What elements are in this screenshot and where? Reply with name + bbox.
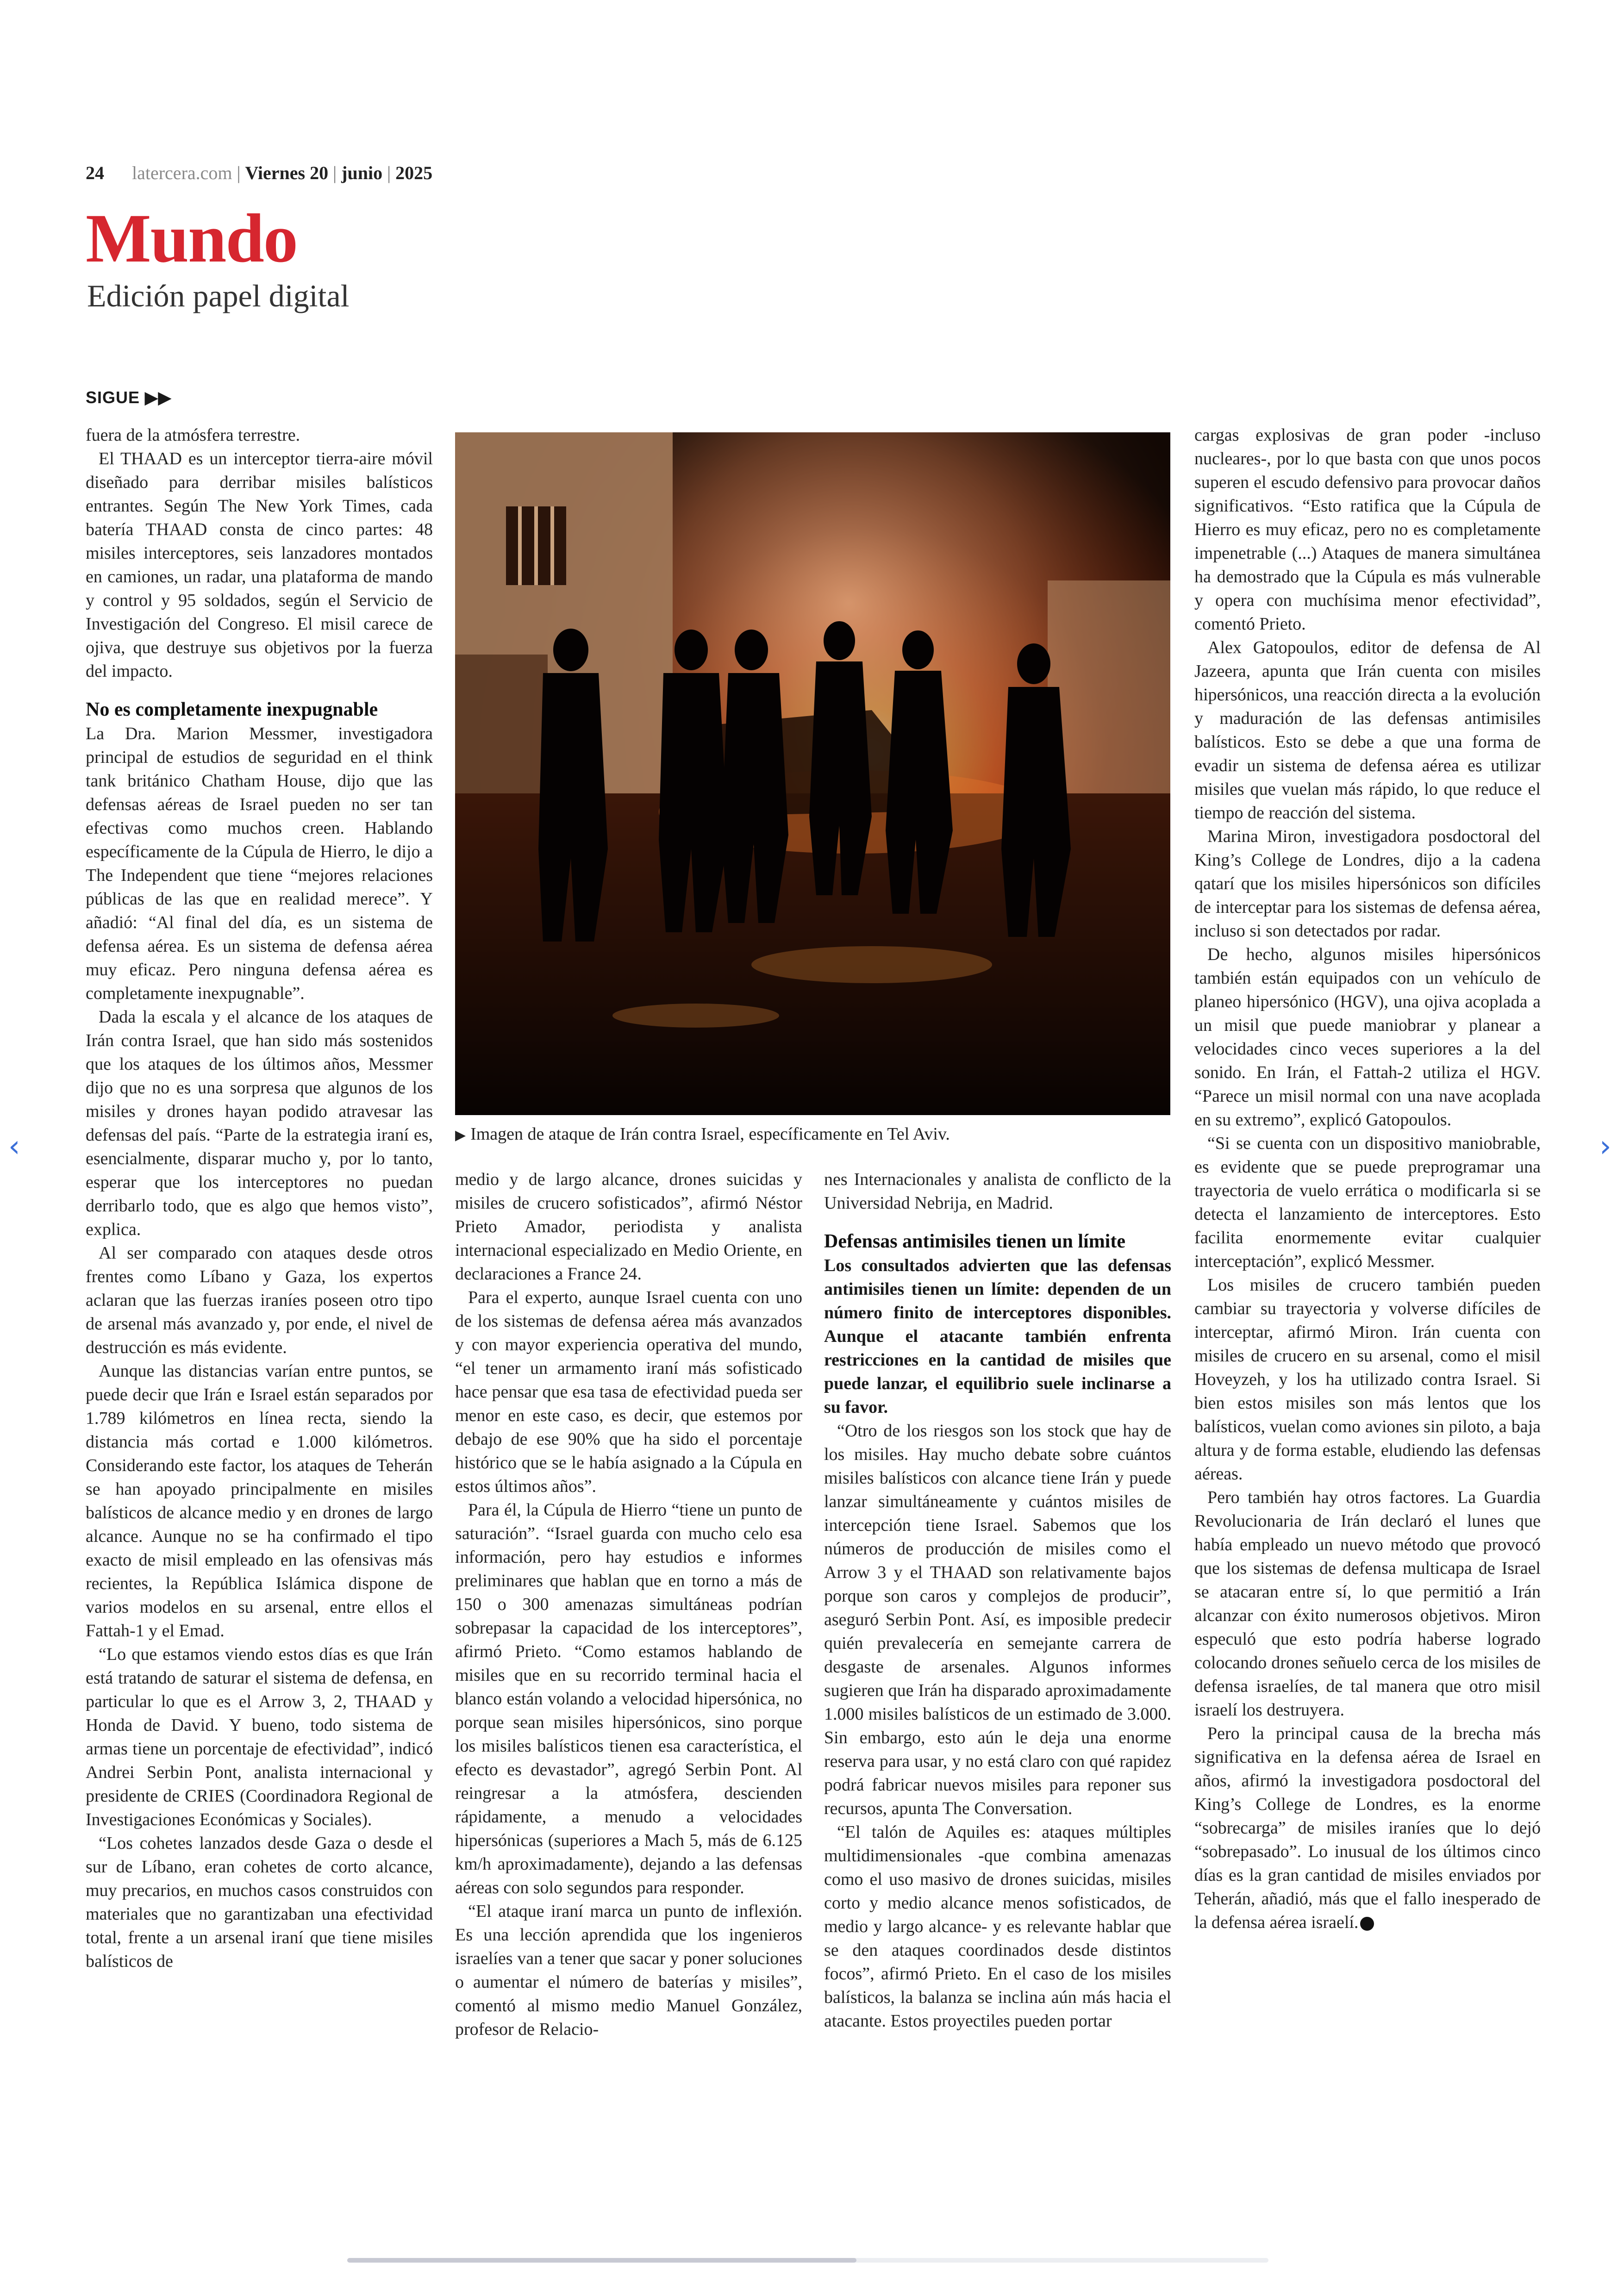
- caption-arrow-icon: ▶: [455, 1128, 466, 1143]
- paragraph: Para el experto, aunque Israel cuenta con uno de los sistemas de defensa aérea más avanzados y con mayor experiencia operativa del mundo, “el tener un armamento iraní más sofisticado hace pensar que esa tasa de efectividad pueda ser menor en este caso, es decir, que estemos por debajo de ese 90% que ha sido el porcentaje histórico que se le había asignado a la Cúpula en estos últimos años”.: [455, 1288, 802, 1496]
- paragraph: “Lo que estamos viendo estos días es que Irán está tratando de saturar el sistema de defensa, en particular lo que es el Arrow 3, 2, THAAD y Honda de David. Y bueno, todo sistema de armas tiene un porcentaje de efectividad”, indicó Andrei Serbin Pont, analista internacional y presidente de CRIES (Coordinadora Regional de Investigaciones Económicas y Sociales).: [86, 1645, 433, 1829]
- header-month: junio: [341, 162, 383, 183]
- continued-label: SIGUE ▶▶: [86, 388, 172, 407]
- paragraph: “Si se cuenta con un dispositivo maniobrable, es evidente que se puede preprogramar una trayectoria de vuelo errática o modificarla si se detecta el lanzamiento de interceptores. Esto facilita enormemente evitar cualquier interceptación”, explicó Messmer.: [1194, 1134, 1541, 1271]
- paragraph: Los misiles de crucero también pueden cambiar su trayectoria y volverse difíciles de interceptar, afirmó Miron. Irán cuenta con misiles de crucero en su arsenal, como el misil Hoveyzeh, y los ha utilizado contra Israel. Si bien estos misiles son más lentos que los balísticos, vuelan como aviones sin piloto, a baja altura y de forma estable, eludiendo las defensas aéreas.: [1194, 1275, 1541, 1484]
- next-page-icon[interactable]: ›: [1599, 1129, 1612, 1164]
- header-date: Viernes 20: [245, 162, 329, 183]
- paragraph: Pero también hay otros factores. La Guardia Revolucionaria de Irán declaró el lunes que había empleado un nuevo método que provocó que los sistemas de defensa multicapa de Israel se atacaran entre sí, lo que permitió a Irán alcanzar con éxito numerosos objetivos. Miron especuló que esto podría haberse logrado colocando drones señuelo cerca de los misiles de defensa israelíes, de tal manera que otro misil israelí los destruyera.: [1194, 1488, 1541, 1720]
- paragraph: El THAAD es un interceptor tierra-aire móvil diseñado para derribar misiles balísticos entrantes. Según The New York Times, cada batería THAAD consta de cinco partes: 48 misiles interceptores, seis lanzadores montados en camiones, un radar, una plataforma de mando y control y 95 soldados, según el Servicio de Investigación del Congreso. El misil carece de ojiva, que destruye sus objetivos por la fuerza del impacto.: [86, 449, 433, 681]
- paragraph-text: Pero la principal causa de la brecha más significativa en la defensa aérea de Israel en años, afirmó la investigadora posdoctoral del King’s College de Londres, es la enorme “sobrecarga” de misiles iraníes que lo dejó “sobrepasado”. Lo inusual de los últimos cinco días es la gran cantidad de misiles enviados por Teherán, añadió, más que el fallo inesperado de la defensa aérea israelí.: [1194, 1724, 1541, 1932]
- page-header: 24 latercera.com | Viernes 20 | junio | 2025: [86, 162, 433, 183]
- lead-paragraph: Los consultados advierten que las defensas antimisiles tienen un límite: dependen de un número finito de interceptores disponibles. Aunque el atacante también enfrenta restricciones en la cantidad de misiles que puede lanzar, el equilibrio suele inclinarse a su favor.: [824, 1256, 1171, 1417]
- paragraph: Aunque las distancias varían entre puntos, se puede decir que Irán e Israel están separados por 1.789 kilómetros en línea recta, siendo la distancia más cortad e 1.000 kilómetros. Considerando este factor, los ataques de Teherán se han apoyado principalmente en misiles balísticos de alcance medio y en drones de largo alcance. Aunque no se ha confirmado el tipo exacto de misil empleado en las ofensivas más recientes, la República Islámica dispone de varios modelos en su arsenal, entre ellos el Fattah-1 y el Emad.: [86, 1361, 433, 1640]
- site-name: latercera.com: [132, 162, 232, 183]
- article-column-4: [1194, 424, 1541, 1934]
- article-column-3: [824, 1168, 1171, 2033]
- paragraph: [1194, 1722, 1541, 1934]
- paragraph: “Otro de los riesgos son los stock que hay de los misiles. Hay mucho debate sobre cuántos misiles balísticos con alcance tiene Irán y puede lanzar simultáneamente y cuántos misiles de intercepción tiene Israel. Sabemos que los números de producción de misiles como el Arrow 3 y el THAAD son relativamente bajos porque son caros y complejos de producir”, aseguró Serbin Pont. Así, es imposible predecir quién prevalecería en semejante carrera de desgaste de arsenales. Algunos informes sugieren que Irán ha disparado aproximadamente 1.000 misiles balísticos de un estimado de 3.000. Sin embargo, esto aún le deja una enorme reserva para usar, y no está claro con qué rapidez podrá fabricar nuevos misiles para reponer sus recursos, apunta The Conversation.: [824, 1421, 1171, 1818]
- section-title: Mundo: [86, 200, 297, 277]
- paragraph: medio y de largo alcance, drones suicidas y misiles de crucero sofisticados”, afirmó Néstor Prieto Amador, periodista y analista internacional especializado en Medio Oriente, en declaraciones a France 24.: [455, 1170, 802, 1284]
- section-subtitle: Edición papel digital: [87, 278, 350, 313]
- subheading: Defensas antimisiles tienen un límite: [824, 1231, 1125, 1252]
- caption-text: Imagen de ataque de Irán contra Israel, específicamente en Tel Aviv.: [470, 1124, 950, 1144]
- paragraph: La Dra. Marion Messmer, investigadora principal de estudios de seguridad en el think tank británico Chatham House, dijo que las defensas aéreas de Israel pueden no ser tan efectivas como muchos creen. Hablando específicamente de la Cúpula de Hierro, le dijo a The Independent que tiene “mejores relaciones públicas de las que en realidad merece”. Y añadió: “Al final del día, es un sistema de defensa aérea. Es un sistema de defensa aérea muy eficaz. Pero ninguna defensa aérea es completamente inexpugnable”.: [86, 724, 433, 1003]
- photo-caption: [455, 1124, 950, 1144]
- paragraph: Para él, la Cúpula de Hierro “tiene un punto de saturación”. “Israel guarda con mucho celo esa información, pero hay estudios e informes preliminares que hablan que en torno a más de 150 o 300 amenazas simultáneas podrían sobrepasar la capacidad de los interceptores”, afirmó Prieto. “Como estamos hablando de misiles que en su recorrido terminal hacia el blanco están volando a velocidad hipersónica, no porque sean misiles hipersónicos, sino porque los misiles balísticos tienen esa característica, el efecto es devastador”, agregó Serbin Pont. Al reingresar a la atmósfera, descienden rápidamente, a menudo a velocidades hipersónicas (superiores a Mach 5, más de 6.125 km/h aproximadamente), dejando a las defensas aéreas con solo segundos para responder.: [455, 1500, 802, 1897]
- article-column-1: [86, 424, 433, 1973]
- paragraph: cargas explosivas de gran poder -incluso nucleares-, por lo que basta con que unos pocos superen el escudo defensivo para provocar daños significativos. “Esto ratifica que la Cúpula de Hierro es muy eficaz, pero no es completamente impenetrable (...) Ataques de manera simultánea ha demostrado que la Cúpula es más vulnerable y opera con muchísima menor efectividad”, comentó Prieto.: [1194, 425, 1541, 634]
- article-column-2: [455, 1168, 802, 2041]
- header-year: 2025: [395, 162, 433, 183]
- paragraph: Dada la escala y el alcance de los ataques de Irán contra Israel, que han sido más sostenidos que los ataques de los últimos años, Messmer dijo que no es una sorpresa que algunos de los misiles y drones hayan podido atravesar las defensas del país. “Parte de la estrategia iraní es, esencialmente, disparar mucho y, por lo tanto, esperar que los interceptores no puedan derribarlo todo, que es algo que hemos visto”, explica.: [86, 1007, 433, 1239]
- paragraph: “Los cohetes lanzados desde Gaza o desde el sur de Líbano, eran cohetes de corto alcance, muy precarios, en muchos casos construidos con materiales que no garantizaban una efectividad total, frente a un arsenal iraní que tiene misiles balísticos de: [86, 1834, 433, 1971]
- prev-page-icon[interactable]: ‹: [8, 1129, 20, 1164]
- paragraph: “El talón de Aquiles es: ataques múltiples multidimensionales -que combina amenazas como el uso masivo de drones suicidas, misiles corto y medio alcance menos sofisticados, de medio y largo alcance- y es relevante hablar que se den ataques coordinados desde distintos focos”, afirmó Prieto. En el caso de los misiles balísticos, la balanza se inclina aún más hacia el atacante. Estos proyectiles pueden portar: [824, 1822, 1171, 2031]
- subheading: No es completamente inexpugnable: [86, 699, 378, 720]
- scrollbar-thumb[interactable]: [347, 2258, 856, 2263]
- page-number: 24: [86, 162, 104, 183]
- article-photo: [455, 432, 1170, 1115]
- paragraph: De hecho, algunos misiles hipersónicos también están equipados con un vehículo de planeo hipersónico (HGV), una ojiva acoplada a un misil que puede maniobrar y planear a velocidades cinco veces superiores a la del sonido. En Irán, el Fattah-2 utiliza el HGV. “Parece un misil normal con una nave acoplada en su extremo”, explicó Gatopoulos.: [1194, 945, 1541, 1129]
- paragraph: nes Internacionales y analista de conflicto de la Universidad Nebrija, en Madrid.: [824, 1170, 1171, 1213]
- paragraph: Marina Miron, investigadora posdoctoral del King’s College de Londres, dijo a la cadena qatarí que los misiles hipersónicos son difíciles de interceptar para los sistemas de defensa aérea, incluso si son detectados por radar.: [1194, 827, 1541, 941]
- paragraph: Alex Gatopoulos, editor de defensa de Al Jazeera, apunta que Irán cuenta con misiles hipersónicos, una reacción directa a la evolución y maduración de las defensas antimisiles balísticos. Esto se debe a que una forma de evadir un sistema de defensa aérea es utilizar misiles que vuelan más rápido, lo que reduce el tiempo de reacción del sistema.: [1194, 638, 1541, 823]
- paragraph: fuera de la atmósfera terrestre.: [86, 425, 300, 445]
- paragraph: “El ataque iraní marca un punto de inflexión. Es una lección aprendida que los ingenieros israelíes van a tener que sacar y poner soluciones o aumentar el número de baterías y misiles”, comentó al mismo medio Manuel González, profesor de Relacio-: [455, 1902, 802, 2039]
- end-of-article-icon: [1360, 1917, 1374, 1931]
- paragraph: Al ser comparado con ataques desde otros frentes como Líbano y Gaza, los expertos aclaran que las fuerzas iraníes poseen otro tipo de arsenal más avanzado y, por ende, el nivel de destrucción es más evidente.: [86, 1243, 433, 1357]
